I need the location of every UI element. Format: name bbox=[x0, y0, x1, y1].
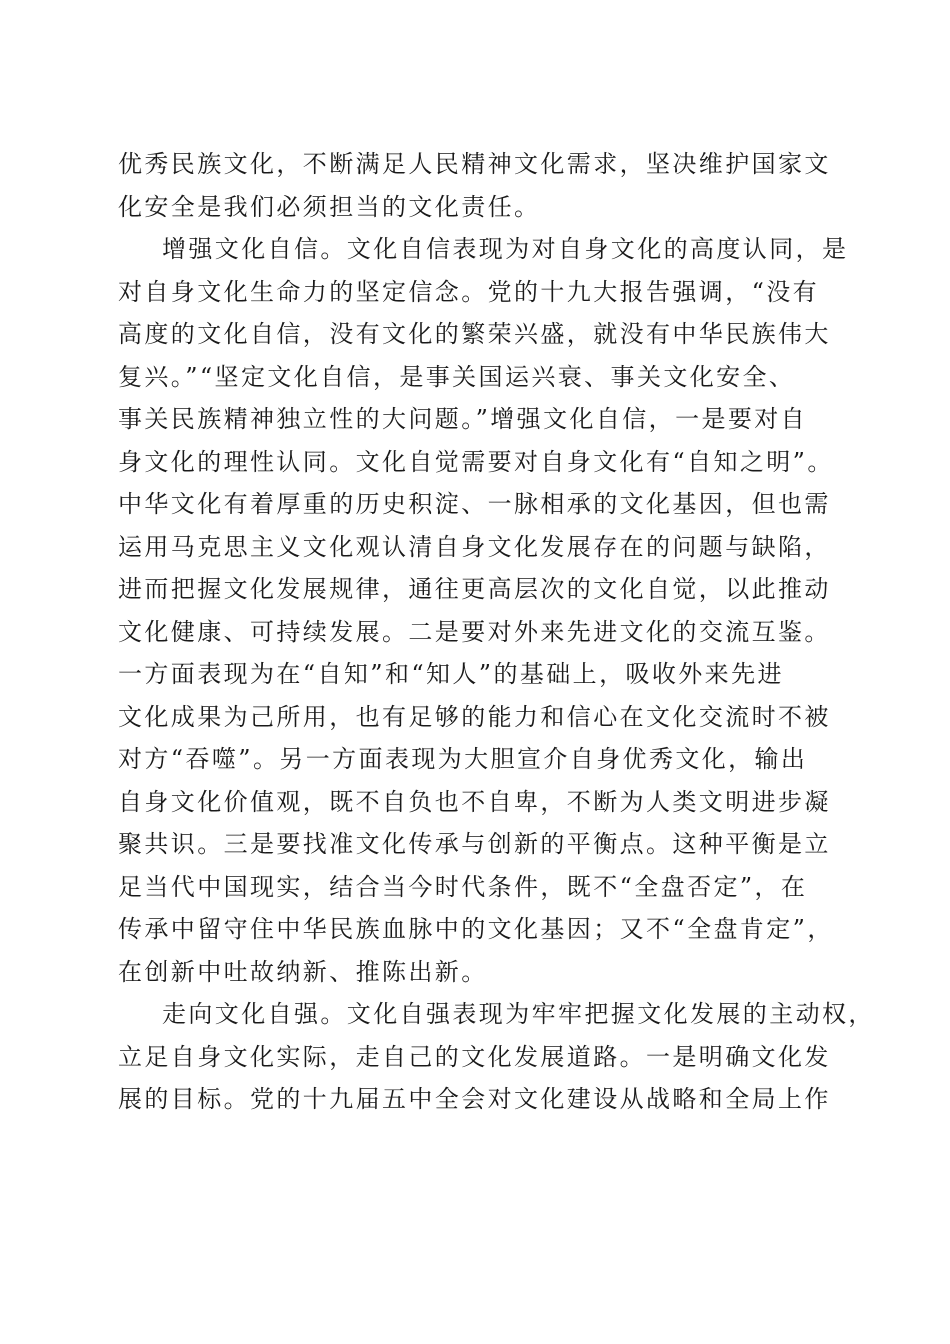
text-line: 高度的文化自信，没有文化的繁荣兴盛，就没有中华民族伟大 bbox=[118, 320, 831, 348]
text-line: 一方面表现为在“自知”和“知人”的基础上，吸收外来先进 bbox=[118, 660, 784, 688]
text-line: 化安全是我们必须担当的文化责任。 bbox=[118, 192, 541, 221]
text-line: 在创新中吐故纳新、推陈出新。 bbox=[118, 957, 488, 986]
text-line: 对方“吞噬”。另一方面表现为大胆宣介自身优秀文化，输出 bbox=[118, 745, 808, 773]
text-line: 身文化的理性认同。文化自觉需要对自身文化有“自知之明”。 bbox=[118, 447, 834, 476]
text-line: 传承中留守住中华民族血脉中的文化基因；又不“全盘肯定”， bbox=[118, 915, 834, 943]
text-line: 优秀民族文化，不断满足人民精神文化需求，坚决维护国家文 bbox=[118, 150, 831, 178]
body-text bbox=[118, 143, 875, 1121]
text-line: 文化健康、可持续发展。二是要对外来先进文化的交流互鉴。 bbox=[118, 617, 831, 646]
text-line: 自身文化价值观，既不自负也不自卑，不断为人类文明进步凝 bbox=[118, 787, 831, 816]
text-line: 事关民族精神独立性的大问题。”增强文化自信，一是要对自 bbox=[118, 405, 808, 433]
text-line: 走向文化自强。文化自强表现为牢牢把握文化发展的主动权， bbox=[162, 1000, 875, 1028]
text-line: 中华文化有着厚重的历史积淀、一脉相承的文化基因，但也需 bbox=[118, 490, 831, 518]
text-line: 展的目标。党的十九届五中全会对文化建设从战略和全局上作 bbox=[118, 1085, 831, 1113]
text-line: 立足自身文化实际，走自己的文化发展道路。一是明确文化发 bbox=[118, 1042, 831, 1071]
text-line: 足当代中国现实，结合当今时代条件，既不“全盘否定”，在 bbox=[118, 872, 808, 901]
text-line: 进而把握文化发展规律，通往更高层次的文化自觉，以此推动 bbox=[118, 575, 831, 603]
text-line: 运用马克思主义文化观认清自身文化发展存在的问题与缺陷， bbox=[118, 532, 831, 561]
text-line: 增强文化自信。文化自信表现为对自身文化的高度认同，是 bbox=[162, 235, 849, 263]
text-line: 文化成果为己所用，也有足够的能力和信心在文化交流时不被 bbox=[118, 702, 831, 731]
text-line: 复兴。”“坚定文化自信，是事关国运兴衰、事关文化安全、 bbox=[118, 362, 796, 391]
text-line: 对自身文化生命力的坚定信念。党的十九大报告强调，“没有 bbox=[118, 277, 820, 306]
text-line: 聚共识。三是要找准文化传承与创新的平衡点。这种平衡是立 bbox=[118, 830, 831, 858]
